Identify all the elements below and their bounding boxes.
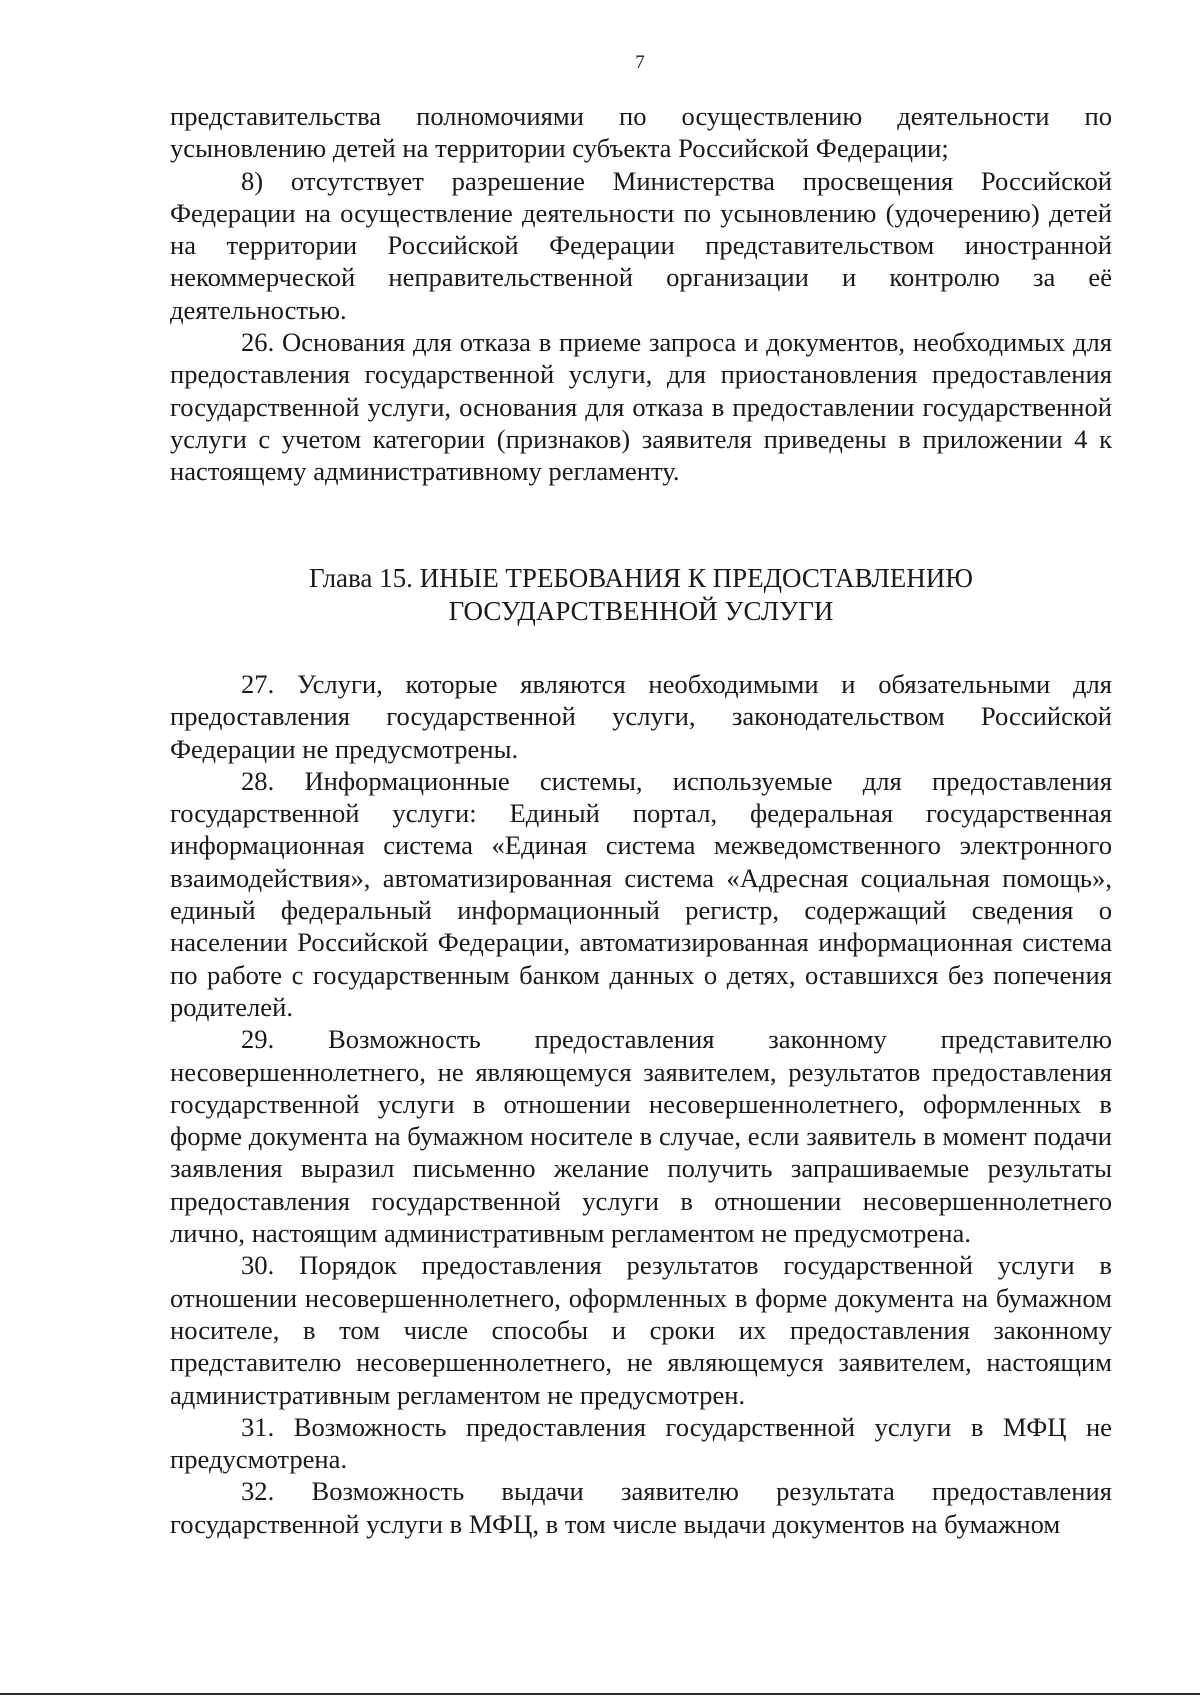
page-number: 7: [635, 52, 645, 73]
paragraph-32: 32. Возможность выдачи заявителю результата предоставления государственной услуги в МФЦ, в том числе выдачи документов на бумажном: [170, 1476, 1112, 1539]
paragraph-26: 26. Основания для отказа в приеме запроса и документов, необходимых для предоставления государственной услуги, для приостановления предоставления государственной услуги, основания для отказа в предоставлении государственной услуги с учетом категории (признаков) заявителя приведены в приложении 4 к настоящему административному регламенту.: [170, 327, 1112, 487]
scan-bottom-edge-line: [0, 1693, 1200, 1695]
paragraph-30: 30. Порядок предоставления результатов государственной услуги в отношении несовершеннолетнего, оформленных в форме документа на бумажном носителе, в том числе способы и сроки их предоставления законному представителю несовершеннолетнего, не являющемуся заявителем, настоящим административным регламентом не предусмотрен.: [170, 1250, 1112, 1410]
text-block-bottom: [170, 668, 1112, 1540]
paragraph-item-8: 8) отсутствует разрешение Министерства просвещения Российской Федерации на осуществление деятельности по усыновлению (удочерению) детей на территории Российской Федерации представительством иностранной некоммерческой неправительственной организации и контролю за её деятельностью.: [170, 165, 1112, 325]
text-block-top: [170, 100, 1112, 488]
paragraph-continuation: представительства полномочиями по осуществлению деятельности по усыновлению детей на территории субъекта Российской Федерации;: [170, 101, 1112, 164]
paragraph-28: 28. Информационные системы, используемые для предоставления государственной услуги: Единый портал, федеральная государственная информационная система «Единая система межведомственного электронного взаимодействия», автоматизированная система «Адресная социальная помощь», единый федеральный информационный регистр, содержащий сведения о населении Российской Федерации, автоматизированная информационная система по работе с государственным банком данных о детях, оставшихся без попечения родителей.: [170, 765, 1112, 1022]
chapter-heading: [170, 562, 1112, 628]
chapter-heading-line-1: Глава 15. ИНЫЕ ТРЕБОВАНИЯ К ПРЕДОСТАВЛЕНИЮ: [308, 563, 974, 593]
paragraph-29: 29. Возможность предоставления законному представителю несовершеннолетнего, не являющемуся заявителем, результатов предоставления государственной услуги в отношении несовершеннолетнего, оформленных в форме документа на бумажном носителе в случае, если заявитель в момент подачи заявления выразил письменно желание получить запрашиваемые результаты предоставления государственной услуги в отношении несовершеннолетнего лично, настоящим административным регламентом не предусмотрена.: [170, 1024, 1112, 1249]
chapter-heading-line-2: ГОСУДАРСТВЕННОЙ УСЛУГИ: [448, 596, 834, 626]
paragraph-27: 27. Услуги, которые являются необходимыми и обязательными для предоставления государственной услуги, законодательством Российской Федерации не предусмотрены.: [170, 669, 1112, 764]
paragraph-31: 31. Возможность предоставления государственной услуги в МФЦ не предусмотрена.: [170, 1411, 1112, 1475]
